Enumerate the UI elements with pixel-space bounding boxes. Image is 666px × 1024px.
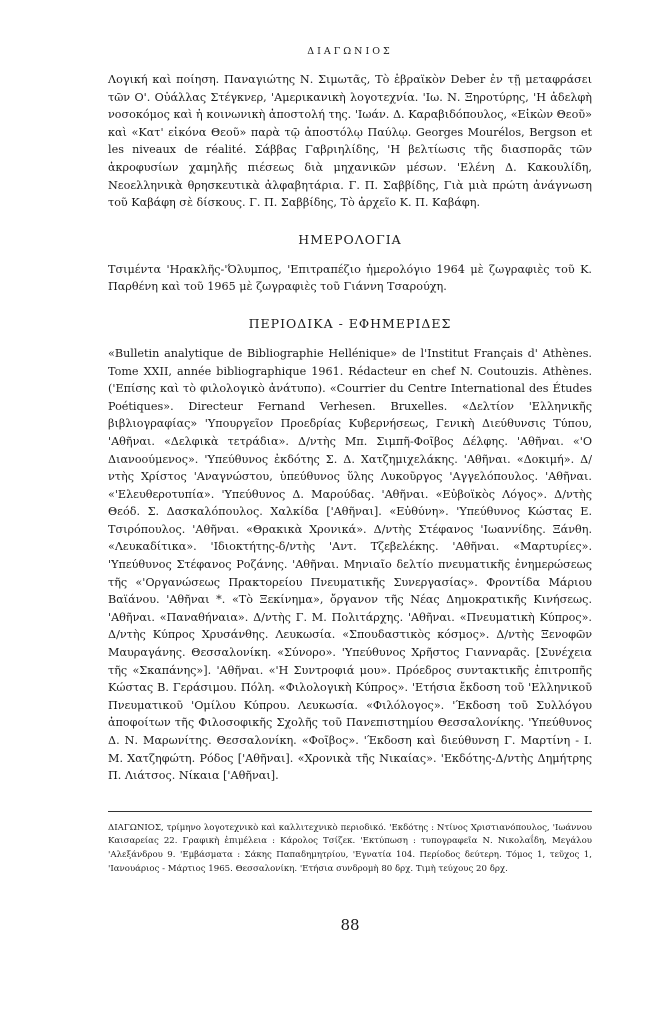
calendars-paragraph: Τσιμέντα 'Ηρακλῆς-'Όλυμπος, 'Επιτραπέζιο ἡμερολόγιο 1964 μὲ ζωγραφιὲς τοῦ Κ. Παρθένη καὶ τοῦ 1965 μὲ ζωγραφιὲς τοῦ Γιάννη Τσαρούχη. — [108, 262, 592, 294]
intro-paragraph: Λογική καὶ ποίηση. Παναγιώτης Ν. Σιμωτᾶς, Τὸ ἑβραϊκὸν Deber ἐν τῇ μεταφράσει τῶν Ο'. Οὐάλλας Στέγκνερ, 'Αμερικανικὴ λογοτεχνία. 'Ιω. Ν. Ξηροτύρης, 'Η ἀδελφὴ νοσοκόμος καὶ ἡ κοινωνικὴ ἀποστολή της. 'Ιωάν. Δ. Καραβιδόπουλος, «Εἰκὼν Θεοῦ» καὶ «Κατ' εἰκόνα Θεοῦ» παρὰ τῷ ἀποστόλῳ Παύλῳ. Georges Mourélos, Bergson et les niveaux de réalité. Σάββας Γαβριηλίδης, 'Η βελτίωσις τῆς διασπορᾶς τῶν ἀκροφυσίων χαμηλῆς πιέσεως διὰ μηχανικῶν μέσων. 'Ελένη Δ. Κακουλίδη, Νεοελληνικὰ θρησκευτικὰ ἀλφαβητάρια. Γ. Π. Σαββίδης, Γιὰ μιὰ πρώτη ἀνάγνωση τοῦ Καβάφη σὲ δίσκους. Γ. Π. Σαββίδης, Τὸ ἀρχεῖο Κ. Π. Καβάφη. — [108, 73, 592, 210]
periodicals-paragraph: «Bulletin analytique de Bibliographie Hellénique» de l'Institut Français d' Athènes. Tome XXII, année bibliographique 1961. Rédacteur en chef N. Coutouzis. Athènes. ('Επίσης καὶ τὸ φιλολογικὸ ἀνάτυπο). «Courrier du Centre International des Études Poétiques». Directeur Fernand Verhesen. Bruxelles. «Δελτίον 'Ελληνικῆς βιβλιογραφίας» 'Υπουργεῖον Προεδρίας Κυβερνήσεως, Γενικὴ Διεύθυνσις Τύπου, 'Αθῆναι. «Δελφικὰ τετράδια». Δ/ντὴς Μπ. Σιμπῆ-Φοῖβος Δέλφης. 'Αθῆναι. «'Ο Διανοούμενος». 'Υπεύθυνος ἐκδότης Σ. Δ. Χατζημιχελάκης. 'Αθῆναι. «Δοκιμή». Δ/ντὴς Χρίστος 'Αναγνώστου, ὑπεύθυνος ὕλης Λυκοῦργος 'Αγγελόπουλος. 'Αθῆναι. «'Ελευθεροτυπία». 'Υπεύθυνος Δ. Μαρούδας. 'Αθῆναι. «Εὐβοϊκὸς Λόγος». Δ/ντὴς Θεόδ. Σ. Δασκαλόπουλος. Χαλκίδα ['Αθῆναι]. «Εὐθύνη». 'Υπεύθυνος Κώστας Ε. Τσιρόπουλος. 'Αθῆναι. «Θρακικὰ Χρονικά». Δ/ντὴς Στέφανος 'Ιωαννίδης. Ξάνθη. «Λευκαδίτικα». 'Ιδιοκτήτης-δ/ντὴς 'Αντ. Τζεβελέκης. 'Αθῆναι. «Μαρτυρίες». 'Υπεύθυνος Στέφανος Ροζάνης. 'Αθῆναι. Μηνιαῖο δελτίο πνευματικῆς ἐνημερώσεως τῆς «'Οργανώσεως Πρακτορείου Πνευματικῆς Συνεργασίας». Φροντίδα Μάριου Βαϊάνου. 'Αθῆναι *. «Τὸ Ξεκίνημα», ὄργανον τῆς Νέας Δημοκρατικῆς Κινήσεως. 'Αθῆναι. «Παναθήναια». Δ/ντὴς Γ. Μ. Πολιτάρχης. 'Αθῆναι. «Πνευματικὴ Κύπρος». Δ/ντὴς Κύπρος Χρυσάνθης. Λευκωσία. «Σπουδαστικὸς κόσμος». Δ/ντὴς Ξενοφῶν Μαυραγάνης. Θεσσαλονίκη. «Σύνορο». 'Υπεύθυνος Χρῆστος Γιανναρᾶς. [Συνέχεια τῆς «Σκαπάνης»]. 'Αθῆναι. «'Η Συντροφιά μου». Πρόεδρος συντακτικῆς ἐπιτροπῆς Κώστας Β. Γεράσιμου. Πόλη. «Φιλολογικὴ Κύπρος». 'Ετήσια ἔκδοση τοῦ 'Ελληνικοῦ Πνευματικοῦ 'Ομίλου Κύπρου. Λευκωσία. «Φιλόλογος». 'Έκδοση τοῦ Συλλόγου ἀποφοίτων τῆς Φιλοσοφικῆς Σχολῆς τοῦ Πανεπιστημίου Θεσσαλονίκης. 'Υπεύθυνος Δ. Ν. Μαρωνίτης. Θεσσαλονίκη. «Φοῖβος». 'Έκδοση καὶ διεύθυνση Γ. Μαρτίνη - Ι. Μ. Χατζηφώτη. Ρόδος ['Αθῆναι]. «Χρονικὰ τῆς Νικαίας». 'Εκδότης-Δ/ντὴς Δημήτρης Π. Λιάτσος. Νίκαια ['Αθῆναι]. — [108, 346, 592, 783]
section-heading-periodicals: ΠΕΡΙΟΔΙΚΑ - ΕΦΗΜΕΡΙΔΕΣ — [248, 315, 452, 331]
footnote-divider — [108, 811, 592, 812]
running-head: ΔΙΑΓΩΝΙΟΣ — [307, 46, 393, 57]
section-heading-calendars: ΗΜΕΡΟΛΟΓΙΑ — [298, 231, 402, 247]
page-number: 88 — [340, 916, 360, 935]
colophon-footnote: ΔΙΑΓΩΝΙΟΣ, τρίμηνο λογοτεχνικὸ καὶ καλλιτεχνικὸ περιοδικό. 'Εκδότης : Ντίνος Χριστιανόπουλος, 'Ιωάννου Καισαρείας 22. Γραφικὴ ἐπιμέλεια : Κάρολος Τσίζεκ. 'Εκτύπωση : τυπογραφεῖα Ν. Νικολαΐδη, Μεγάλου 'Αλεξάνδρου 9. 'Εμβάσματα : Σάκης Παπαδημητρίου, 'Εγνατία 104. Περίοδος δεύτερη. Τόμος 1, τεῦχος 1, 'Ιανουάριος - Μάρτιος 1965. Θεσσαλονίκη. 'Ετήσια συνδρομὴ 80 δρχ. Τιμὴ τεύχους 20 δρχ. — [108, 822, 592, 874]
